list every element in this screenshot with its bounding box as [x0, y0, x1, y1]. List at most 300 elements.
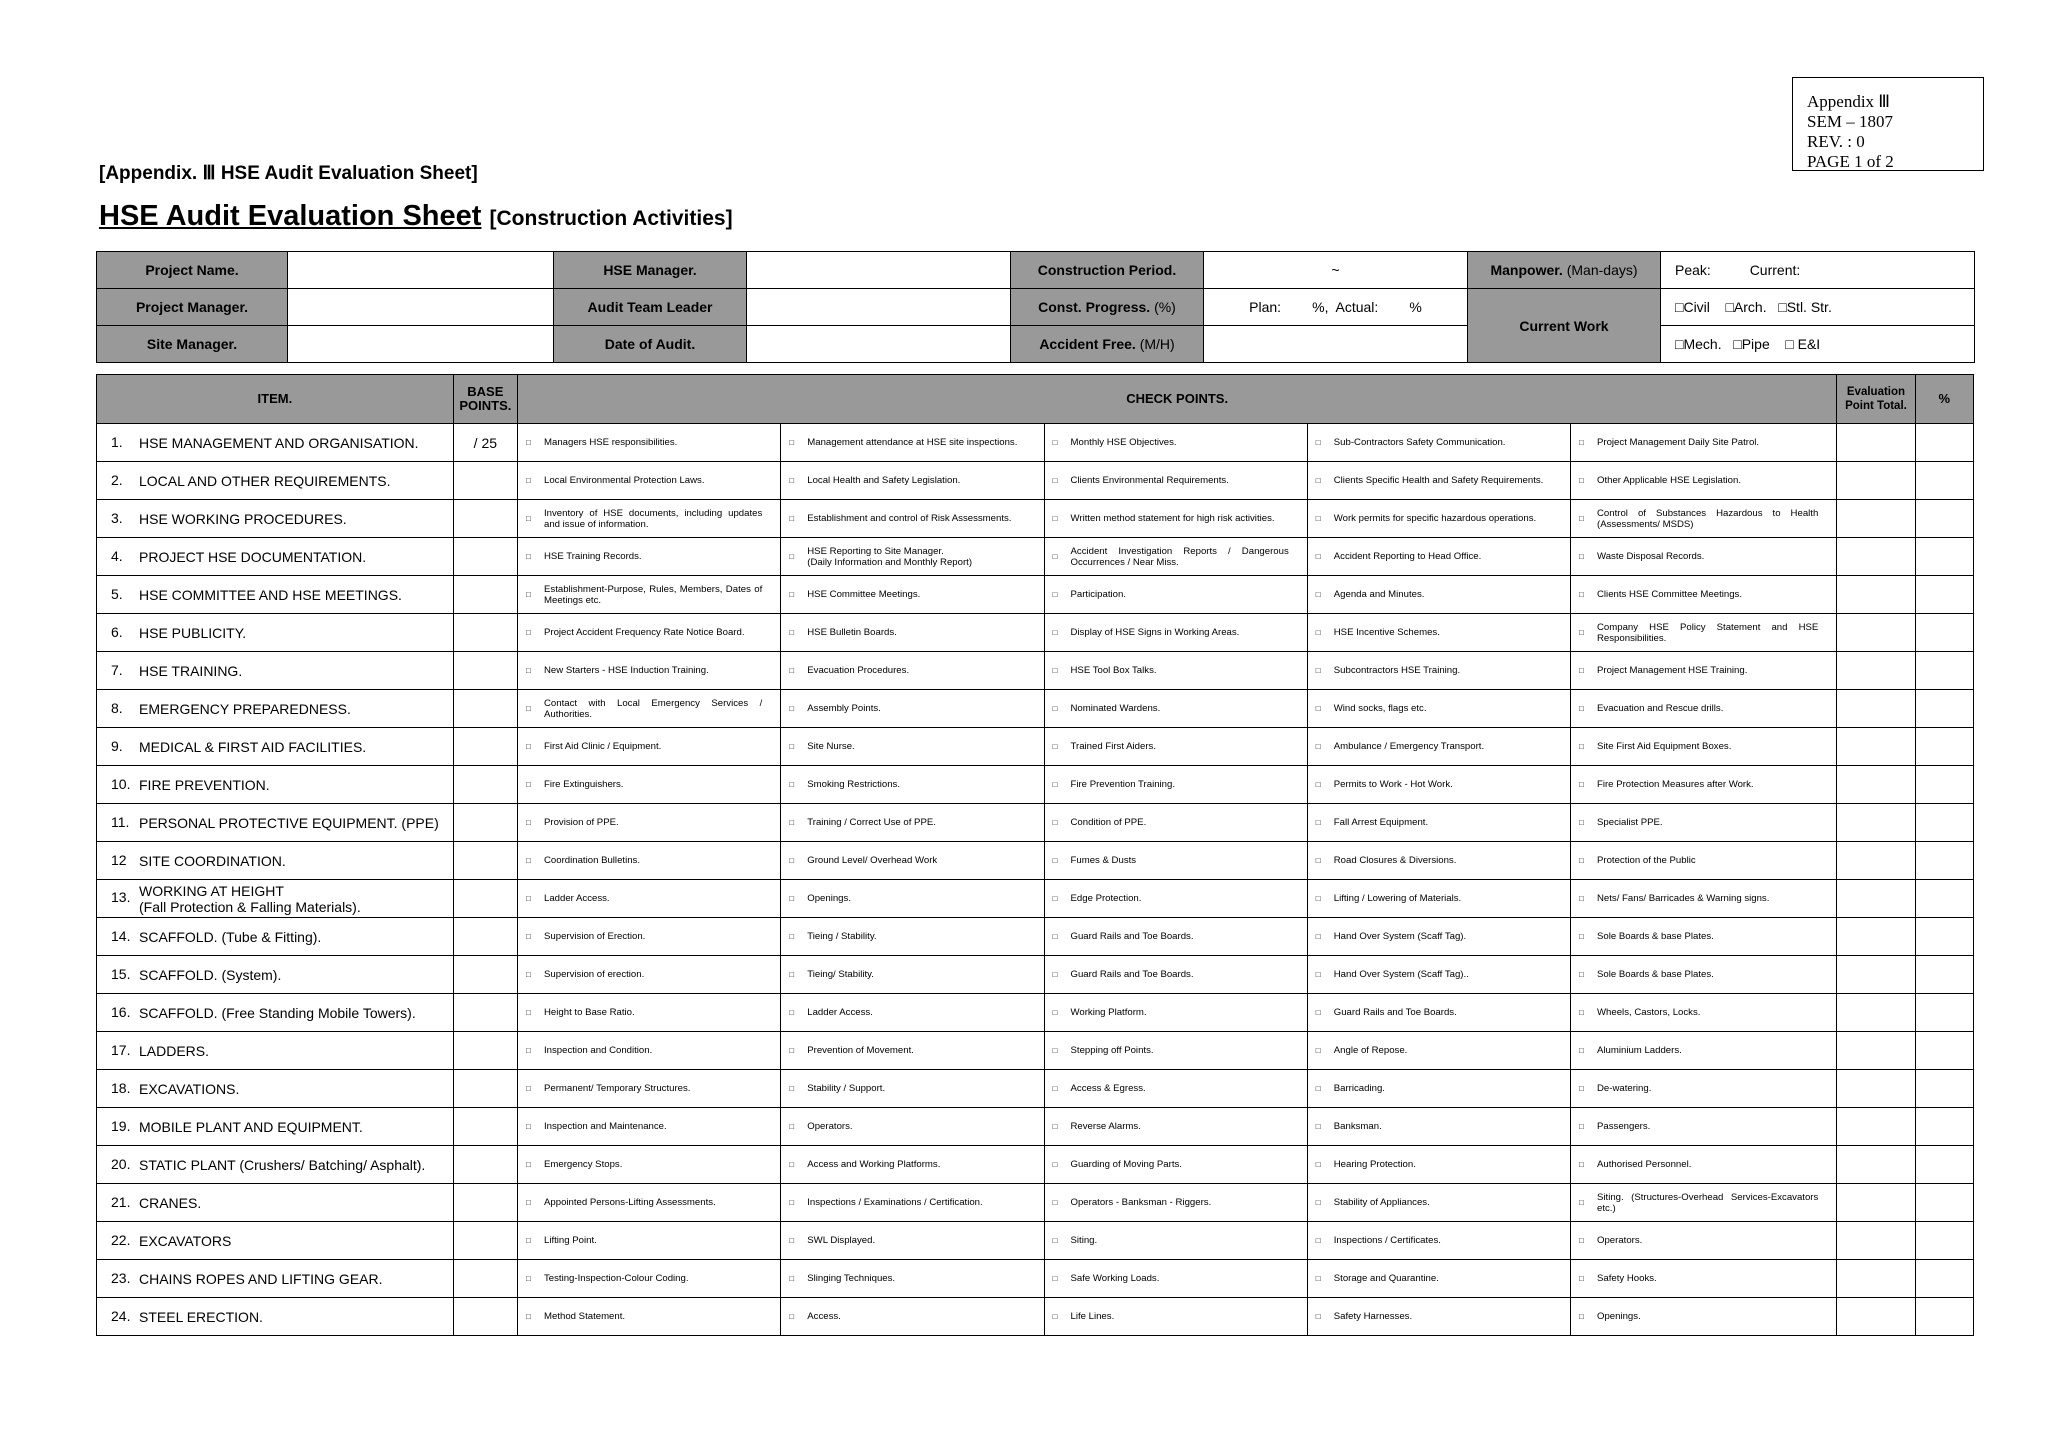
percent-cell[interactable] [1915, 1070, 1973, 1108]
checkbox-icon[interactable]: □ [1579, 856, 1584, 865]
checkbox-icon[interactable]: □ [789, 666, 795, 675]
checkbox-icon[interactable]: □ [1052, 1160, 1058, 1169]
checkbox-icon[interactable]: □ [789, 818, 795, 827]
checkbox-icon[interactable]: □ [1579, 932, 1584, 941]
checkbox-icon[interactable]: □ [1315, 970, 1321, 979]
base-points-cell[interactable] [453, 880, 517, 918]
evaluation-total-cell[interactable] [1837, 804, 1915, 842]
check-point [1307, 1032, 1570, 1070]
item-label: EXCAVATORS [139, 1233, 232, 1250]
checkbox-icon[interactable]: □ [526, 970, 531, 979]
checkbox-icon[interactable]: □ [789, 894, 795, 903]
checkbox-icon[interactable]: □ [789, 476, 795, 485]
base-points-cell[interactable] [453, 538, 517, 576]
checkbox-icon[interactable]: □ [1315, 1274, 1321, 1283]
checkbox-icon[interactable]: □ [1579, 438, 1584, 447]
evaluation-total-cell[interactable] [1837, 690, 1915, 728]
percent-cell[interactable] [1915, 538, 1973, 576]
checkbox-icon[interactable]: □ [789, 780, 795, 789]
checkbox-icon[interactable]: □ [1315, 1046, 1321, 1055]
checkbox-icon[interactable]: □ [1315, 932, 1321, 941]
percent-cell[interactable] [1915, 652, 1973, 690]
percent-cell[interactable] [1915, 424, 1973, 462]
percent-cell[interactable] [1915, 956, 1973, 994]
manpower-field[interactable]: Peak: Current: [1661, 252, 1975, 289]
checkbox-icon[interactable]: □ [1315, 590, 1321, 599]
base-points-cell[interactable] [453, 728, 517, 766]
manpower-label [1468, 252, 1661, 289]
item-number: 21. [111, 1193, 131, 1210]
ref-appendix: Appendix Ⅲ [1807, 92, 1891, 111]
checkbox-icon[interactable]: □ [526, 932, 531, 941]
checkbox-icon[interactable]: □ [1579, 1312, 1584, 1321]
evaluation-total-cell[interactable] [1837, 614, 1915, 652]
checkbox-icon[interactable]: □ [789, 970, 795, 979]
checkbox-icon[interactable]: □ [1579, 704, 1584, 713]
evaluation-total-cell[interactable] [1837, 1108, 1915, 1146]
check-point [1571, 1184, 1837, 1222]
col-header-evaluation [1837, 375, 1915, 424]
checkbox-icon[interactable]: □ [1579, 818, 1584, 827]
checkbox-icon[interactable]: □ [1052, 894, 1058, 903]
manpower-unit: (Man-days) [1566, 262, 1638, 278]
checkbox-icon[interactable]: □ [1579, 970, 1584, 979]
current-work-options-1[interactable]: □Civil □Arch. □Stl. Str. [1661, 289, 1975, 326]
percent-cell[interactable] [1915, 500, 1973, 538]
checkbox-icon[interactable]: □ [526, 476, 531, 485]
checkbox-icon[interactable]: □ [1579, 1046, 1584, 1055]
const-progress-label-text: Const. Progress. [1038, 299, 1151, 315]
checkbox-icon[interactable]: □ [1579, 628, 1584, 637]
accident-free-field[interactable] [1204, 326, 1468, 363]
check-point-text: Ambulance / Emergency Transport. [1333, 741, 1485, 752]
const-progress-field[interactable]: Plan: %, Actual: % [1204, 289, 1468, 326]
percent-cell[interactable] [1915, 994, 1973, 1032]
checkbox-icon[interactable]: □ [1052, 552, 1058, 561]
percent-cell[interactable] [1915, 1184, 1973, 1222]
checkbox-icon[interactable]: □ [1579, 1160, 1584, 1169]
percent-cell[interactable] [1915, 804, 1973, 842]
evaluation-total-cell[interactable] [1837, 994, 1915, 1032]
check-point-text: Establishment-Purpose, Rules, Members, Dates of Meetings etc. [544, 583, 763, 606]
checkbox-icon[interactable]: □ [1579, 590, 1584, 599]
check-point-text: Access. [807, 1311, 841, 1322]
checkbox-icon[interactable]: □ [1052, 856, 1058, 865]
item-label: PROJECT HSE DOCUMENTATION. [139, 549, 367, 566]
project-name-field[interactable] [288, 252, 554, 289]
checkbox-icon[interactable]: □ [789, 552, 795, 561]
percent-cell[interactable] [1915, 690, 1973, 728]
checkbox-icon[interactable]: □ [526, 1198, 531, 1207]
check-point-text: Passengers. [1597, 1121, 1651, 1132]
checkbox-icon[interactable]: □ [1052, 704, 1058, 713]
item-label: CHAINS ROPES AND LIFTING GEAR. [139, 1271, 383, 1288]
base-points-cell[interactable] [453, 462, 517, 500]
table-row [97, 500, 1974, 538]
checkbox-icon[interactable]: □ [526, 1122, 531, 1131]
check-point [1307, 614, 1570, 652]
table-row [97, 766, 1974, 804]
check-point-text: HSE Tool Box Talks. [1070, 665, 1157, 676]
checkbox-icon[interactable]: □ [1052, 780, 1058, 789]
check-point-text: Evacuation and Rescue drills. [1597, 703, 1724, 714]
checkbox-icon[interactable]: □ [526, 780, 531, 789]
checkbox-icon[interactable]: □ [789, 1198, 795, 1207]
checkbox-icon[interactable]: □ [789, 1236, 795, 1245]
check-point [1307, 728, 1570, 766]
checkbox-icon[interactable]: □ [789, 856, 795, 865]
hse-manager-label: HSE Manager. [554, 252, 747, 289]
checkbox-icon[interactable]: □ [1052, 1008, 1058, 1017]
check-point-row [789, 893, 1025, 904]
checkbox-icon[interactable]: □ [1315, 894, 1321, 903]
checkbox-icon[interactable]: □ [1052, 1274, 1058, 1283]
project-manager-field[interactable] [288, 289, 554, 326]
checkbox-icon[interactable]: □ [1052, 666, 1058, 675]
checkbox-icon[interactable]: □ [526, 1236, 531, 1245]
checkbox-icon[interactable]: □ [1052, 590, 1058, 599]
checkbox-icon[interactable]: □ [1052, 514, 1058, 523]
check-point-text: HSE Bulletin Boards. [807, 627, 897, 638]
hse-manager-field[interactable] [747, 252, 1011, 289]
current-work-label: Current Work [1468, 289, 1661, 363]
base-points-cell[interactable]: / 25 [453, 424, 517, 462]
check-point-row [1579, 1007, 1818, 1018]
check-point [1571, 462, 1837, 500]
check-point-text: Guard Rails and Toe Boards. [1070, 969, 1194, 980]
check-point-row [526, 1311, 762, 1322]
checkbox-icon[interactable]: □ [789, 1122, 795, 1131]
check-point [1571, 956, 1837, 994]
checkbox-icon[interactable]: □ [1579, 514, 1584, 523]
checkbox-icon[interactable]: □ [1315, 476, 1321, 485]
evaluation-total-cell[interactable] [1837, 1260, 1915, 1298]
checkbox-icon[interactable]: □ [1052, 628, 1058, 637]
percent-cell[interactable] [1915, 766, 1973, 804]
item-label: WORKING AT HEIGHT (Fall Protection & Falling Materials). [139, 882, 361, 915]
percent-cell[interactable] [1915, 1032, 1973, 1070]
check-point-text: New Starters - HSE Induction Training. [544, 665, 709, 676]
checkbox-icon[interactable]: □ [526, 856, 531, 865]
check-point [1307, 652, 1570, 690]
check-point [1571, 804, 1837, 842]
percent-cell[interactable] [1915, 576, 1973, 614]
check-point-text: Nominated Wardens. [1070, 703, 1161, 714]
check-point-text: Inventory of HSE documents, including updates and issue of information. [544, 507, 763, 530]
checkbox-icon[interactable]: □ [1315, 818, 1321, 827]
check-point [518, 1032, 781, 1070]
check-point-row [1579, 893, 1818, 904]
check-point-row [789, 627, 1025, 638]
table-row [97, 1184, 1974, 1222]
checkbox-icon[interactable]: □ [526, 1160, 531, 1169]
percent-cell[interactable] [1915, 1260, 1973, 1298]
evaluation-total-cell[interactable] [1837, 918, 1915, 956]
evaluation-total-cell[interactable] [1837, 1032, 1915, 1070]
checkbox-icon[interactable]: □ [526, 894, 531, 903]
checkbox-icon[interactable]: □ [789, 590, 795, 599]
check-point-text: Barricading. [1333, 1083, 1385, 1094]
percent-cell[interactable] [1915, 1298, 1973, 1336]
percent-cell[interactable] [1915, 614, 1973, 652]
construction-period-field[interactable]: ~ [1204, 252, 1468, 289]
check-point [1307, 1184, 1570, 1222]
base-points-cell[interactable] [453, 804, 517, 842]
audit-evaluation-table [96, 374, 1974, 1336]
check-point [781, 1222, 1044, 1260]
check-point-text: Fire Extinguishers. [544, 779, 624, 790]
base-points-cell[interactable] [453, 614, 517, 652]
checkbox-icon[interactable]: □ [526, 704, 531, 713]
checkbox-icon[interactable]: □ [526, 1046, 531, 1055]
evaluation-total-cell[interactable] [1837, 538, 1915, 576]
checkbox-icon[interactable]: □ [1052, 932, 1058, 941]
check-point-row [1579, 551, 1818, 562]
checkbox-icon[interactable]: □ [526, 1084, 531, 1093]
item-number: 11. [111, 813, 130, 830]
checkbox-icon[interactable]: □ [789, 1160, 795, 1169]
checkbox-icon[interactable]: □ [1315, 1198, 1321, 1207]
checkbox-icon[interactable]: □ [789, 1046, 795, 1055]
evaluation-total-cell[interactable] [1837, 1184, 1915, 1222]
check-point [781, 614, 1044, 652]
evaluation-total-cell[interactable] [1837, 1146, 1915, 1184]
base-points-cell[interactable] [453, 1146, 517, 1184]
base-points-cell[interactable] [453, 1222, 517, 1260]
percent-cell[interactable] [1915, 728, 1973, 766]
checkbox-icon[interactable]: □ [789, 438, 795, 447]
checkbox-icon[interactable]: □ [1579, 666, 1584, 675]
checkbox-icon[interactable]: □ [789, 932, 795, 941]
check-point-row [789, 665, 1025, 676]
check-point-text: Management attendance at HSE site inspections. [807, 437, 1018, 448]
checkbox-icon[interactable]: □ [789, 742, 795, 751]
base-points-cell[interactable] [453, 1184, 517, 1222]
check-point-text: Site First Aid Equipment Boxes. [1597, 741, 1732, 752]
checkbox-icon[interactable]: □ [789, 1274, 795, 1283]
checkbox-icon[interactable]: □ [1052, 438, 1058, 447]
check-point-row [1316, 1007, 1552, 1018]
percent-cell[interactable] [1915, 462, 1973, 500]
checkbox-icon[interactable]: □ [789, 1008, 795, 1017]
table-row [97, 1108, 1974, 1146]
check-point [1571, 1032, 1837, 1070]
base-points-cell[interactable] [453, 652, 517, 690]
base-points-cell[interactable] [453, 1298, 517, 1336]
checkbox-icon[interactable]: □ [789, 1312, 795, 1321]
checkbox-icon[interactable]: □ [526, 666, 531, 675]
evaluation-total-cell[interactable] [1837, 1070, 1915, 1108]
check-point-row [1053, 703, 1289, 714]
checkbox-icon[interactable]: □ [1315, 742, 1321, 751]
percent-cell[interactable] [1915, 918, 1973, 956]
const-progress-label [1011, 289, 1204, 326]
evaluation-total-cell[interactable] [1837, 1222, 1915, 1260]
checkbox-icon[interactable]: □ [1579, 1236, 1584, 1245]
evaluation-total-cell[interactable] [1837, 462, 1915, 500]
checkbox-icon[interactable]: □ [526, 552, 531, 561]
checkbox-icon[interactable]: □ [1579, 1198, 1584, 1207]
base-points-cell[interactable] [453, 1260, 517, 1298]
checkbox-icon[interactable]: □ [1052, 1312, 1058, 1321]
checkbox-icon[interactable]: □ [1052, 1046, 1058, 1055]
checkbox-icon[interactable]: □ [1579, 894, 1584, 903]
percent-cell[interactable] [1915, 880, 1973, 918]
percent-cell[interactable] [1915, 1222, 1973, 1260]
item-number: 3. [111, 509, 123, 526]
check-point-row [1316, 1083, 1552, 1094]
checkbox-icon[interactable]: □ [789, 1084, 795, 1093]
check-point-row [1579, 1192, 1818, 1214]
table-row [97, 576, 1974, 614]
check-point-row [1053, 741, 1289, 752]
base-points-cell[interactable] [453, 842, 517, 880]
base-points-cell[interactable] [453, 1108, 517, 1146]
checkbox-icon[interactable]: □ [1315, 1312, 1321, 1321]
evaluation-total-cell[interactable] [1837, 500, 1915, 538]
checkbox-icon[interactable]: □ [1315, 704, 1321, 713]
check-point-row [526, 741, 762, 752]
checkbox-icon[interactable]: □ [526, 438, 531, 447]
base-points-cell[interactable] [453, 766, 517, 804]
check-point [1044, 652, 1307, 690]
checkbox-icon[interactable]: □ [1579, 1084, 1584, 1093]
evaluation-total-cell[interactable] [1837, 424, 1915, 462]
check-point-text: Establishment and control of Risk Assessments. [807, 513, 1012, 524]
item-number: 24. [111, 1307, 131, 1324]
evaluation-total-cell[interactable] [1837, 842, 1915, 880]
base-points-cell[interactable] [453, 690, 517, 728]
check-point [1044, 1146, 1307, 1184]
check-point-text: Storage and Quarantine. [1333, 1273, 1439, 1284]
checkbox-icon[interactable]: □ [1052, 742, 1058, 751]
check-point [1307, 1108, 1570, 1146]
percent-cell[interactable] [1915, 1146, 1973, 1184]
check-point [1307, 1298, 1570, 1336]
check-point-row [526, 1159, 762, 1170]
checkbox-icon[interactable]: □ [526, 514, 531, 523]
check-point-text: Specialist PPE. [1597, 817, 1663, 828]
checkbox-icon[interactable]: □ [526, 1312, 531, 1321]
base-points-cell[interactable] [453, 500, 517, 538]
audit-team-leader-label: Audit Team Leader [554, 289, 747, 326]
checkbox-icon[interactable]: □ [1315, 514, 1321, 523]
check-point [781, 1184, 1044, 1222]
checkbox-icon[interactable]: □ [1052, 476, 1058, 485]
checkbox-icon[interactable]: □ [1579, 780, 1584, 789]
checkbox-icon[interactable]: □ [789, 514, 795, 523]
checkbox-icon[interactable]: □ [789, 704, 795, 713]
base-points-cell[interactable] [453, 1070, 517, 1108]
check-point [781, 994, 1044, 1032]
checkbox-icon[interactable]: □ [1052, 1198, 1058, 1207]
checkbox-icon[interactable]: □ [1052, 1122, 1058, 1131]
checkbox-icon[interactable]: □ [1579, 1122, 1584, 1131]
checkbox-icon[interactable]: □ [526, 1274, 531, 1283]
checkbox-icon[interactable]: □ [526, 590, 531, 599]
checkbox-icon[interactable]: □ [1579, 1274, 1584, 1283]
checkbox-icon[interactable]: □ [1052, 818, 1058, 827]
checkbox-icon[interactable]: □ [1315, 1122, 1321, 1131]
evaluation-total-cell[interactable] [1837, 652, 1915, 690]
audit-item [97, 956, 454, 994]
check-point-text: Evacuation Procedures. [807, 665, 910, 676]
check-point-text: Training / Correct Use of PPE. [807, 817, 936, 828]
check-point-text: De-watering. [1597, 1083, 1652, 1094]
base-points-cell[interactable] [453, 1032, 517, 1070]
checkbox-icon[interactable]: □ [1052, 1084, 1058, 1093]
check-point-row [1053, 513, 1289, 524]
checkbox-icon[interactable]: □ [526, 628, 531, 637]
percent-cell[interactable] [1915, 1108, 1973, 1146]
evaluation-total-cell[interactable] [1837, 576, 1915, 614]
base-points-cell[interactable] [453, 994, 517, 1032]
check-point [1044, 956, 1307, 994]
check-point [781, 842, 1044, 880]
check-point-row [1053, 589, 1289, 600]
base-points-cell[interactable] [453, 956, 517, 994]
audit-item [97, 880, 454, 918]
checkbox-icon[interactable]: □ [526, 818, 531, 827]
checkbox-icon[interactable]: □ [1579, 742, 1584, 751]
current-work-options-2[interactable]: □Mech. □Pipe □ E&I [1661, 326, 1975, 363]
col-header-base-1: BASE [467, 384, 504, 399]
check-point-row [526, 698, 762, 720]
checkbox-icon[interactable]: □ [789, 628, 795, 637]
checkbox-icon[interactable]: □ [1315, 1236, 1321, 1245]
checkbox-icon[interactable]: □ [1052, 970, 1058, 979]
checkbox-icon[interactable]: □ [526, 742, 531, 751]
evaluation-total-cell[interactable] [1837, 880, 1915, 918]
checkbox-icon[interactable]: □ [1579, 552, 1584, 561]
check-point-row [789, 1007, 1025, 1018]
audit-team-leader-field[interactable] [747, 289, 1011, 326]
checkbox-icon[interactable]: □ [1315, 438, 1321, 447]
checkbox-icon[interactable]: □ [1315, 552, 1321, 561]
evaluation-total-cell[interactable] [1837, 766, 1915, 804]
checkbox-icon[interactable]: □ [1315, 856, 1321, 865]
checkbox-icon[interactable]: □ [1315, 1084, 1321, 1093]
checkbox-icon[interactable]: □ [1315, 628, 1321, 637]
check-point-text: Company HSE Policy Statement and HSE Responsibilities. [1597, 621, 1819, 644]
site-manager-field[interactable] [288, 326, 554, 363]
evaluation-total-cell[interactable] [1837, 956, 1915, 994]
check-point-row [1316, 931, 1552, 942]
check-point-row [526, 969, 762, 980]
date-of-audit-label: Date of Audit. [554, 326, 747, 363]
checkbox-icon[interactable]: □ [1052, 1236, 1058, 1245]
checkbox-icon[interactable]: □ [1315, 780, 1321, 789]
base-points-cell[interactable] [453, 576, 517, 614]
checkbox-icon[interactable]: □ [1315, 1160, 1321, 1169]
checkbox-icon[interactable]: □ [1315, 1008, 1321, 1017]
date-of-audit-field[interactable] [747, 326, 1011, 363]
audit-item [97, 918, 454, 956]
table-row [97, 1146, 1974, 1184]
percent-cell[interactable] [1915, 842, 1973, 880]
check-point [1044, 576, 1307, 614]
checkbox-icon[interactable]: □ [526, 1008, 531, 1017]
check-point-row [1053, 1235, 1289, 1246]
checkbox-icon[interactable]: □ [1579, 476, 1584, 485]
base-points-cell[interactable] [453, 918, 517, 956]
evaluation-total-cell[interactable] [1837, 728, 1915, 766]
checkbox-icon[interactable]: □ [1579, 1008, 1584, 1017]
check-point-row [789, 546, 1025, 568]
evaluation-total-cell[interactable] [1837, 1298, 1915, 1336]
table-row [97, 880, 1974, 918]
checkbox-icon[interactable]: □ [1315, 666, 1321, 675]
